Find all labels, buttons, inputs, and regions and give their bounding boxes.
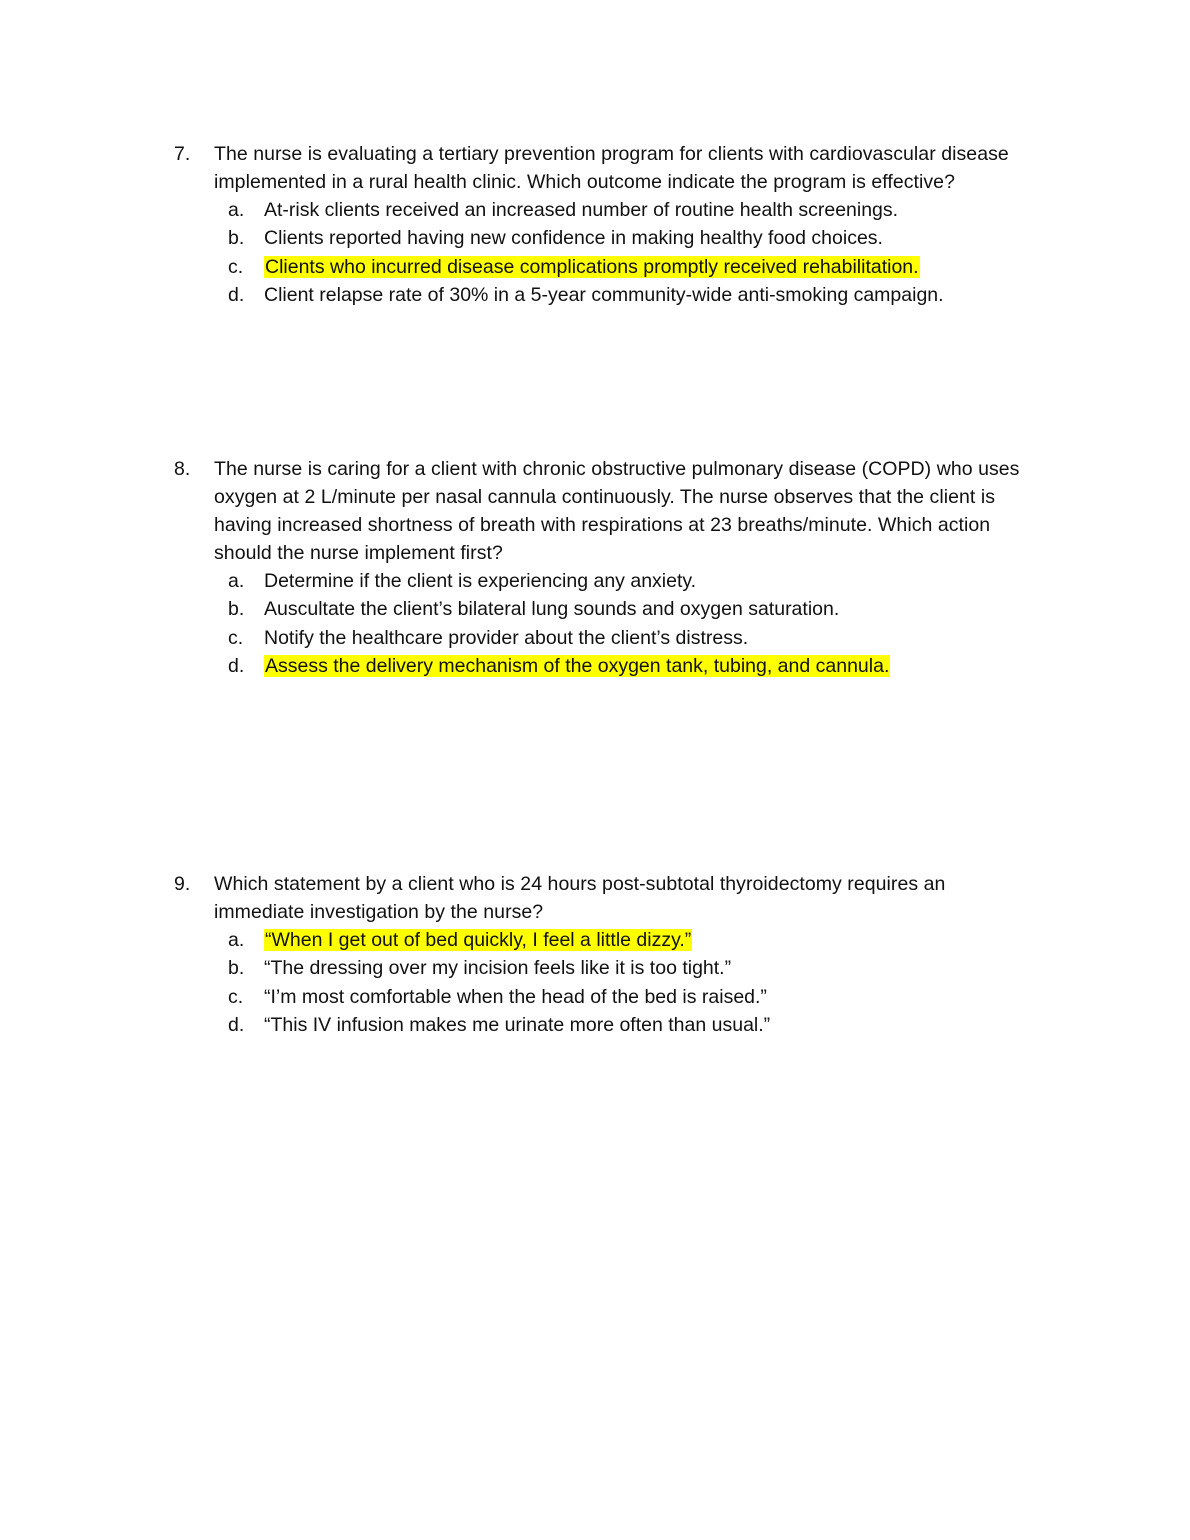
option-b	[226, 954, 1030, 982]
option-text: Auscultate the client’s bilateral lung sounds and oxygen saturation.	[264, 598, 840, 621]
question-text: The nurse is caring for a client with chronic obstructive pulmonary disease (COPD) who uses oxygen at 2 L/minute per nasal cannula continuously. The nurse observes that the client is having increased shortness of breath with respirations at 23 breaths/minute. Which action should the nurse implement first?	[214, 458, 1020, 564]
option-text-highlighted	[264, 652, 1030, 680]
question-stem	[170, 870, 1030, 926]
question-number: 8.	[174, 458, 191, 480]
option-text: Clients reported having new confidence in making healthy food choices.	[264, 227, 883, 250]
question-9	[170, 870, 1030, 1039]
question-7	[170, 140, 1030, 309]
option-letter: b.	[228, 957, 245, 980]
question-stem	[170, 140, 1030, 196]
option-text: Client relapse rate of 30% in a 5-year community-wide anti-smoking campaign.	[264, 283, 944, 306]
option-text: Determine if the client is experiencing any anxiety.	[264, 570, 697, 592]
question-8	[170, 455, 1030, 680]
option-text: “This IV infusion makes me urinate more often than usual.”	[264, 1013, 771, 1036]
highlighted-answer: Clients who incurred disease complications promptly received rehabilitation.	[265, 255, 919, 278]
option-text-highlighted	[264, 253, 1030, 281]
option-b	[226, 224, 1030, 252]
question-text: The nurse is evaluating a tertiary prevention program for clients with cardiovascular disease implemented in a rural health clinic. Which outcome indicate the program is effective?	[214, 143, 1009, 193]
option-text: “The dressing over my incision feels like it is too tight.”	[264, 957, 732, 980]
option-letter: a.	[228, 199, 245, 221]
option-d	[226, 281, 1030, 309]
question-number: 7.	[174, 143, 191, 165]
question-number: 9.	[174, 873, 191, 895]
highlighted-answer: “When I get out of bed quickly, I feel a little dizzy.”	[265, 929, 692, 951]
question-stem	[170, 455, 1030, 567]
option-text: “I’m most comfortable when the head of the bed is raised.”	[264, 985, 767, 1008]
option-letter: d.	[228, 283, 245, 306]
option-c	[226, 624, 1030, 652]
answer-options	[170, 926, 1030, 1039]
option-a	[226, 196, 1030, 224]
option-letter: a.	[228, 570, 245, 592]
answer-options	[170, 567, 1030, 680]
highlighted-answer: Assess the delivery mechanism of the oxygen tank, tubing, and cannula.	[265, 654, 890, 677]
option-text: At-risk clients received an increased number of routine health screenings.	[264, 199, 899, 221]
option-letter: c.	[228, 985, 244, 1008]
answer-options	[170, 196, 1030, 309]
option-b	[226, 595, 1030, 623]
option-letter: c.	[228, 255, 244, 278]
option-d	[226, 1011, 1030, 1039]
option-c	[226, 983, 1030, 1011]
question-text: Which statement by a client who is 24 hours post-subtotal thyroidectomy requires an immediate investigation by the nurse?	[214, 873, 946, 923]
option-d	[226, 652, 1030, 680]
option-text-highlighted	[264, 926, 1030, 954]
option-letter: a.	[228, 929, 245, 951]
option-letter: d.	[228, 654, 245, 677]
option-letter: c.	[228, 626, 244, 649]
option-a	[226, 567, 1030, 595]
option-text: Notify the healthcare provider about the client’s distress.	[264, 626, 749, 649]
option-c	[226, 253, 1030, 281]
option-letter: b.	[228, 227, 245, 250]
option-letter: d.	[228, 1013, 245, 1036]
option-letter: b.	[228, 598, 245, 621]
option-a	[226, 926, 1030, 954]
